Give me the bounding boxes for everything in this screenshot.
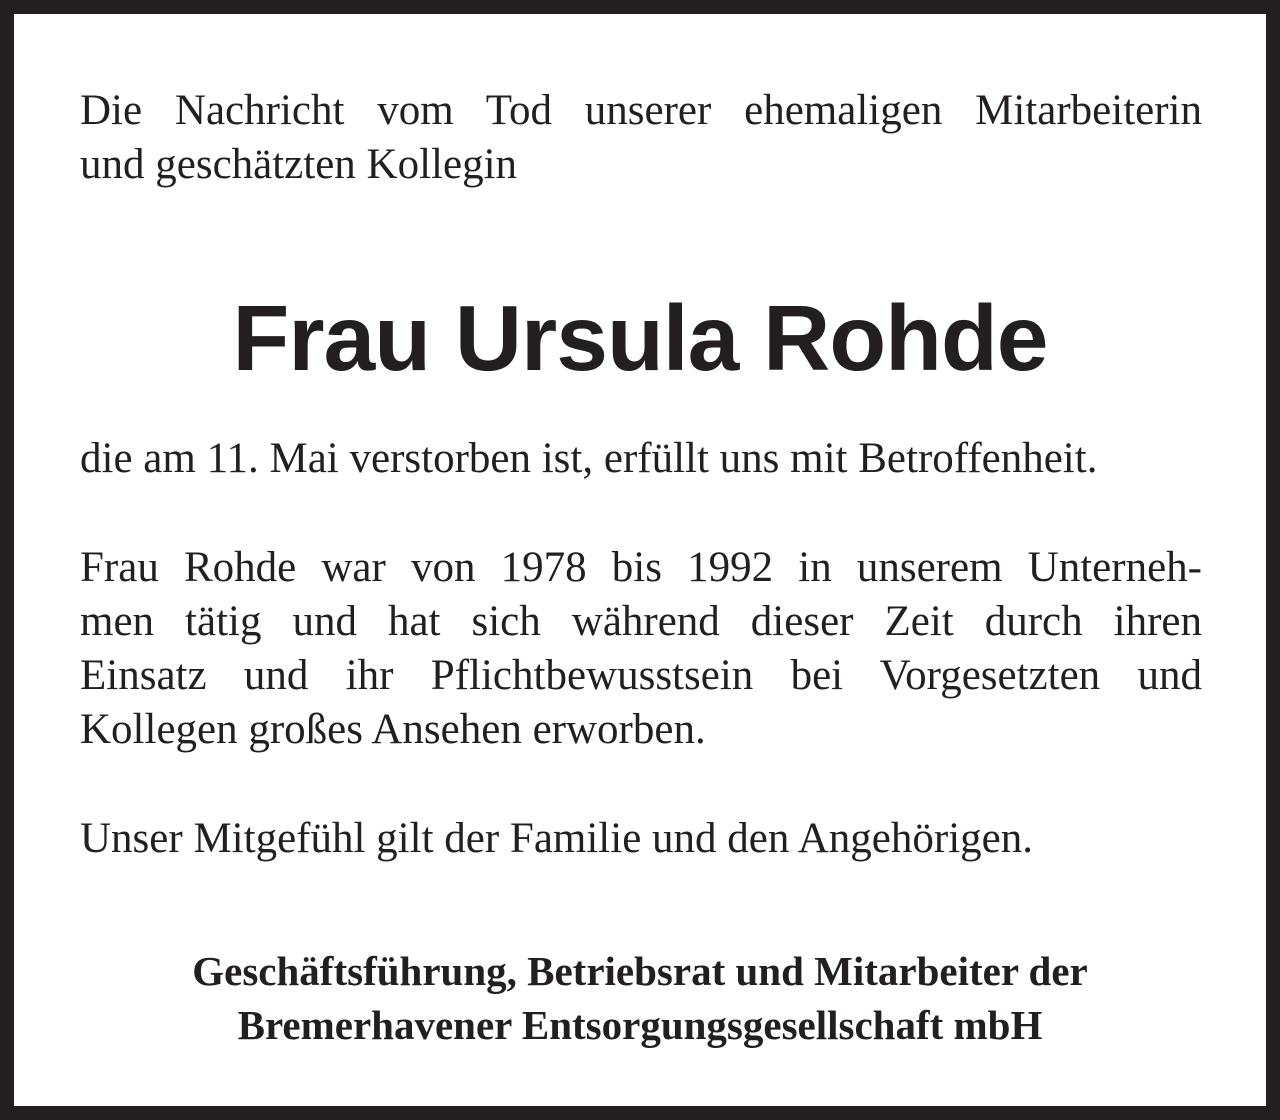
sympathy-paragraph — [80, 812, 1202, 866]
signature-block — [14, 944, 1266, 1052]
tenure-line-1: Frau Rohde war von 1978 bis 1992 in unserem Unterneh- — [80, 544, 1202, 591]
tenure-line-4: Kollegen großes Ansehen erworben. — [80, 706, 706, 753]
intro-paragraph — [80, 84, 1202, 192]
tenure-line-3: Einsatz und ihr Pflichtbewusstsein bei Vorgesetzten und — [80, 652, 1202, 699]
death-announcement-line: die am 11. Mai verstorben ist, erfüllt uns mit Betroffenheit. — [80, 435, 1098, 482]
tenure-paragraph — [80, 541, 1202, 757]
death-announcement-paragraph — [80, 432, 1202, 486]
intro-line-1: Die Nachricht vom Tod unserer ehemaligen Mitarbeiterin — [80, 87, 1202, 134]
tenure-line-2: men tätig und hat sich während dieser Zeit durch ihren — [80, 598, 1202, 645]
signature-line-1: Geschäftsführung, Betriebsrat und Mitarbeiter der — [192, 948, 1088, 994]
sympathy-line: Unser Mitgefühl gilt der Familie und den Angehörigen. — [80, 815, 1033, 862]
signature-line-2: Bremerhavener Entsorgungsgesellschaft mbH — [237, 1002, 1043, 1048]
deceased-name: Frau Ursula Rohde — [232, 286, 1048, 390]
intro-line-2: und geschätzten Kollegin — [80, 141, 518, 188]
